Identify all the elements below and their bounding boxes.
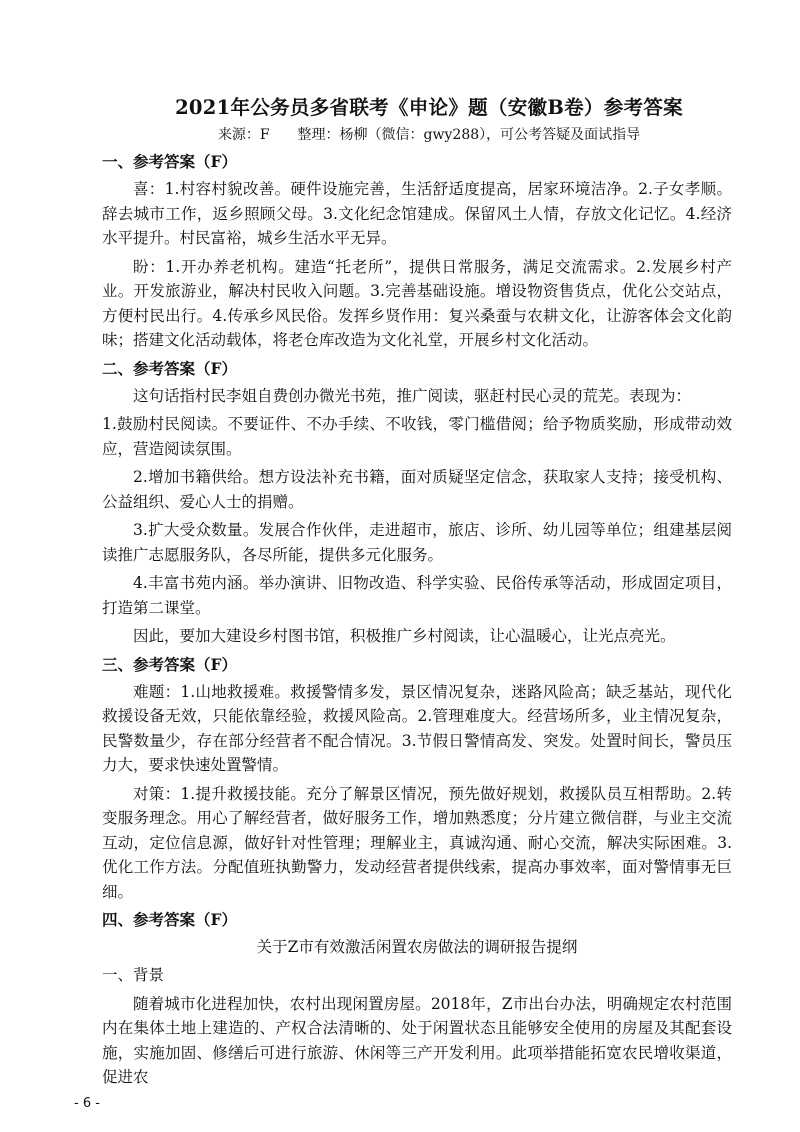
section-2-paragraph: 3.扩大受众数量。发展合作伙伴，走进超市，旅店、诊所、幼儿园等单位；组建基层阅读推广志愿服务队，各尽所能，提供多元化服务。: [102, 521, 732, 564]
section-2-paragraph: 因此，要加大建设乡村图书馆，积极推广乡村阅读，让心温暖心，让光点亮光。: [133, 627, 676, 645]
section-2-paragraph: 这句话指村民李姐自费创办微光书苑，推广阅读，驱赶村民心灵的荒芜。表现为：: [133, 386, 692, 405]
document-body: [102, 92, 732, 1094]
section-1-paragraph: 喜：1.村容村貌改善。硬件设施完善，生活舒适度提高，居家环境洁净。2.子女孝顺。辞去城市工作，返乡照顾父母。3.文化纪念馆建成。保留风土人情，存放文化记忆。4.经济水平提升。村民富裕，城乡生活水平无异。: [102, 180, 732, 247]
section-3-heading: 三、参考答案（F）: [102, 654, 238, 674]
section-2-paragraph: 1.鼓励村民阅读。不要证件、不办手续、不收钱，零门槛借阅；给予物质奖励，形成带动效应，营造阅读氛围。: [102, 415, 732, 458]
background-heading: 一、背景: [102, 966, 165, 984]
section-1-heading: 一、参考答案（F）: [102, 152, 238, 171]
section-3-paragraph: 对策：1.提升救援技能。充分了解景区情况，预先做好规划，救援队员互相帮助。2.转变服务理念。用心了解经营者，做好服务工作，增加熟悉度；分片建立微信群，与业主交流互动，定位信息源，做好针对性管理；理解业主，真诚沟通、耐心交流，解决实际困难。3.优化工作方法。分配值班执勤警力，发动经营者提供线索，提高办事效率，面对警情事无巨细。: [102, 784, 732, 901]
section-2-paragraph: 2.增加书籍供给。想方设法补充书籍，面对质疑坚定信念，获取家人支持；接受机构、公益组织、爱心人士的捐赠。: [102, 468, 732, 511]
section-2-heading: 二、参考答案（F）: [102, 358, 238, 378]
section-1-paragraph: 盼：1.开办养老机构。建造“托老所”，提供日常服务，满足交流需求。2.发展乡村产业。开发旅游业，解决村民收入问题。3.完善基础设施。增设物资售货点，优化公交站点，方便村民出行。4.传承乡风民俗。发挥乡贤作用：复兴桑蚕与农耕文化，让游客体会文化韵味；搭建文化活动载体，将老仓库改造为文化礼堂，开展乡村文化活动。: [102, 257, 732, 349]
section-4-paragraph: 随着城市化进程加快，农村出现闲置房屋。2018年，Z市出台办法，明确规定农村范围内在集体土地上建造的、产权合法清晰的、处于闲置状态且能够安全使用的房屋及其配套设施，实施加固、修缮后可进行旅游、休闲等三产开发利用。此项举措能拓宽农民增收渠道，促进农: [102, 994, 732, 1086]
source-line: 来源：F 整理：杨柳（微信：gwy288），可公考答疑及面试指导: [217, 127, 641, 143]
section-3-paragraph: 难题：1.山地救援难。救援警情多发，景区情况复杂，迷路风险高；缺乏基站，现代化救援设备无效，只能依靠经验，救援风险高。2.管理难度大。经营场所多，业主情况复杂，民警数量少，存在部分经营者不配合情况。3.节假日警情高发、突发。处置时间长，警员压力大，要求快速处置警情。: [102, 682, 732, 774]
report-outline-title: 关于Z市有效激活闲置农房做法的调研报告提纲: [256, 938, 578, 956]
document-title: 2021年公务员多省联考《申论》题（安徽B卷）参考答案: [175, 96, 683, 119]
section-4-heading: 四、参考答案（F）: [102, 910, 238, 929]
page-number: - 6 -: [74, 1096, 100, 1111]
section-2-paragraph: 4.丰富书苑内涵。举办演讲、旧物改造、科学实验、民俗传承等活动，形成固定项目，打造第二课堂。: [102, 574, 732, 617]
